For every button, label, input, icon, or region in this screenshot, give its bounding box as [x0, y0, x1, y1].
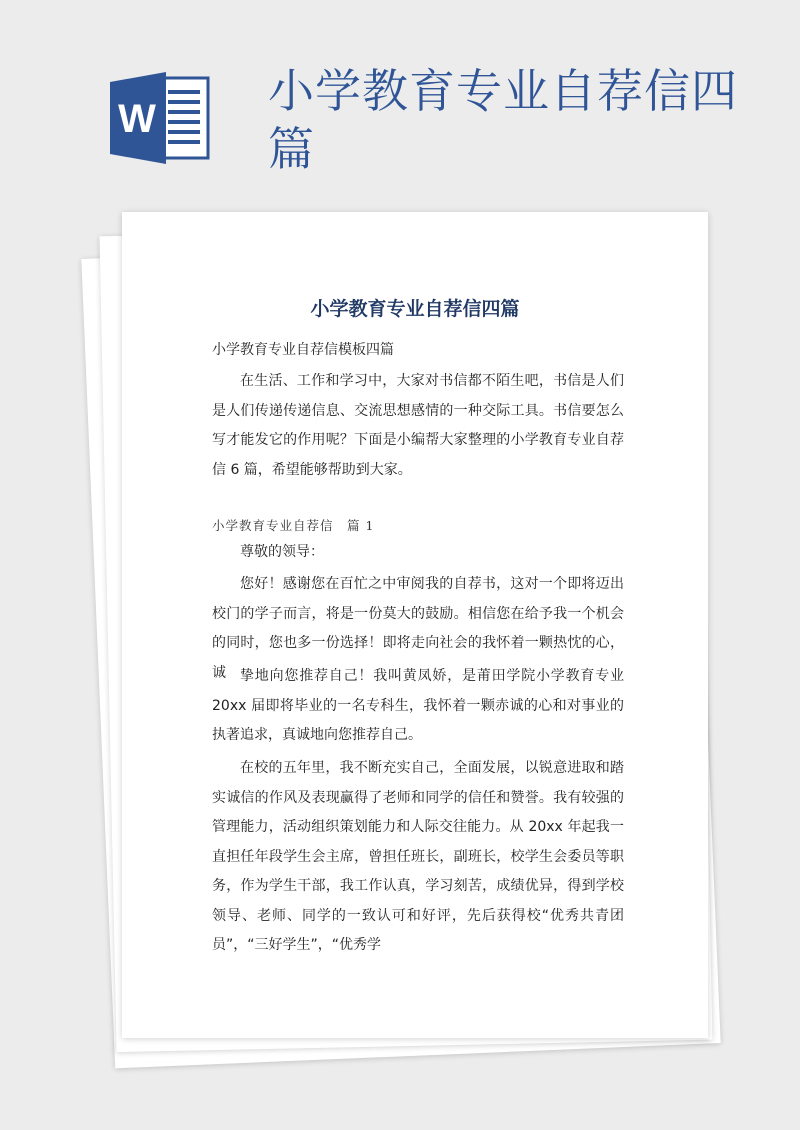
word-document-icon: [110, 72, 216, 164]
letter-greeting: 尊敬的领导：: [240, 544, 324, 560]
document-subtitle: 小学教育专业自荐信模板四篇: [212, 342, 394, 358]
intro-paragraph: 在生活、工作和学习中，大家对书信都不陌生吧，书信是人们是人们传递传递信息、交流思想感情的一种交际工具。书信要怎么写才能发它的作用呢？下面是小编帮大家整理的小学教育专业自荐信 6 篇，希望能够帮助到大家。: [212, 373, 624, 478]
document-title: 小学教育专业自荐信四篇: [310, 298, 520, 320]
document-page: [122, 212, 708, 1038]
letter-paragraph-1: 您好！感谢您在百忙之中审阅我的自荐书，这对一个即将迈出校门的学子而言，将是一份莫大的鼓励。相信您在给予我一个机会的同时，您也多一份选择！即将走向社会的我怀着一颗热忱的心，诚: [212, 576, 624, 681]
section-heading: 小学教育专业自荐信 篇 1: [212, 518, 375, 533]
word-icon-letter: W: [118, 97, 156, 141]
letter-paragraph-3: 在校的五年里，我不断充实自己，全面发展，以锐意进取和踏实诚信的作风及表现赢得了老师和同学的信任和赞誉。我有较强的管理能力，活动组织策划能力和人际交往能力。从 20xx 年起我一直担任年段学生会主席，曾担任班长，副班长，校学生会委员等职务，作为学生干部，我工作认真，学习刻苦，成绩优异，得到学校领导、老师、同学的一致认可和好评，先后获得校“优秀共青团员”，“三好学生”，“优秀学: [212, 760, 624, 953]
page-title: 小学教育专业自荐信四篇: [268, 64, 738, 176]
letter-paragraph-2: 挚地向您推荐自己！我叫黄凤娇，是莆田学院小学教育专业 20xx 届即将毕业的一名专科生，我怀着一颗赤诚的心和对事业的执著追求，真诚地向您推荐自己。: [212, 668, 624, 743]
